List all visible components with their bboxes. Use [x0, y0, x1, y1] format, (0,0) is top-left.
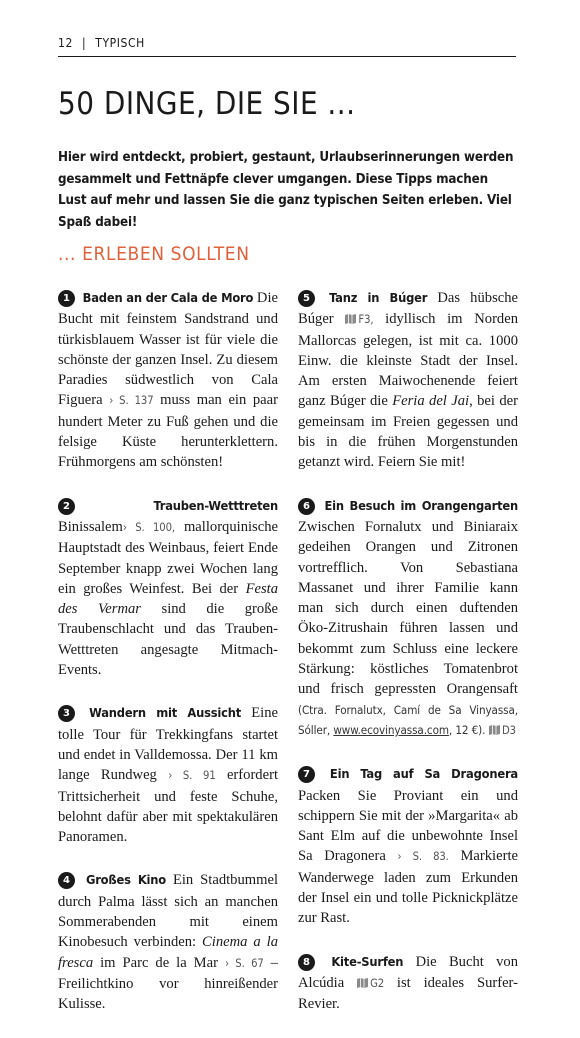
item-text: mallorquinische Hauptstadt des Weinbaus, feiert Ende September knapp zwei Wochen lang ein großes Weinfest. Bei der: [58, 518, 278, 597]
website-link[interactable]: www.ecovinyassa.com: [333, 722, 449, 737]
list-item: [298, 952, 518, 1015]
item-emphasis: Cinema a la fresca: [58, 934, 278, 971]
number-circle-icon: 7: [298, 766, 315, 783]
item-heading: Baden an der Cala de Moro: [82, 291, 254, 306]
item-text: Markierte Wanderwege laden zum Erkunden der Insel ein und tolle Picknickplätze zur Rast.: [298, 848, 518, 927]
item-text: – Freilichtkino vor hinreißender Kulisse.: [58, 954, 278, 1013]
item-heading: Tanz in Búger: [329, 291, 428, 306]
right-column: [298, 288, 518, 1038]
item-text: , bei der gemeinsam im Freien gegessen und bis in die frühen Morgenstunden getanzt wird. Feiern Sie mit!: [298, 393, 518, 471]
item-text: Zwischen Fornalutx und Biniaraix gedeihen Orangen und Zitronen vortrefflich. Von Sebastiana Massanet und ihrer Familie kann man sich durch einen duftenden Öko-Zitrushain führen lassen und bekommt zum Schluss eine leckere Stärkung: köstliches Tomatenbrot und frisch gepressten Orangensaft: [298, 518, 518, 698]
page-ref-link[interactable]: › S. 67: [224, 956, 264, 970]
list-item: [298, 288, 518, 473]
item-heading: Trauben-Wetttreten: [153, 498, 278, 514]
map-ref-link[interactable]: D3: [502, 723, 516, 737]
item-heading: Wandern mit Aussicht: [89, 706, 242, 722]
page-ref-link[interactable]: › S. 100,: [122, 520, 175, 534]
list-item: [298, 764, 518, 928]
item-text: idyllisch im Norden Mallorcas gelegen, ist mit ca. 1000 Einw. die kleinste Stadt der Insel. Am ersten Maiwochenende feiert ganz Búger die: [298, 311, 518, 410]
item-heading: Ein Besuch im Orangengarten: [324, 498, 518, 514]
left-column: [58, 288, 278, 1038]
number-circle-icon: 6: [298, 498, 315, 515]
list-item: [298, 496, 518, 742]
map-ref-link[interactable]: F3,: [358, 313, 374, 327]
item-text: ist ideales Surfer-Revier.: [298, 974, 518, 1013]
item-emphasis: Festa des Vermar: [58, 580, 278, 618]
number-circle-icon: 8: [298, 954, 315, 971]
list-item: [58, 870, 278, 1014]
item-info: (Ctra. Fornalutx, Camí de Sa Vinyassa, Sóller,: [298, 702, 518, 737]
map-ref-link[interactable]: G2: [370, 976, 385, 990]
number-circle-icon: 1: [58, 290, 75, 307]
page-ref-link[interactable]: › S. 83.: [397, 850, 449, 864]
page-number: 12: [58, 36, 73, 50]
list-item: [58, 496, 278, 681]
item-text: sind die große Traubenschlacht und das Trauben-Wetttreten angesagte Mitmach-Events.: [58, 601, 278, 679]
list-item: [58, 288, 278, 473]
item-info: , 12 €).: [448, 722, 486, 737]
page-ref-link[interactable]: › S. 137: [109, 394, 154, 408]
number-circle-icon: 2: [58, 498, 75, 515]
number-circle-icon: 5: [298, 290, 315, 307]
chapter-name: TYPISCH: [95, 36, 145, 50]
map-icon: [345, 314, 356, 324]
number-circle-icon: 3: [58, 705, 75, 722]
item-text: Die Bucht von Alcúdia: [298, 953, 518, 991]
item-text: Packen Sie Proviant ein und schippern Sie mit der »Margarita« ab Sant Elm auf die unbewohnte Insel Sa Dragonera: [298, 787, 518, 865]
header-separator: |: [81, 36, 87, 50]
running-header: [58, 36, 516, 50]
item-text: Die Bucht mit feinstem Sandstrand und türkisblauem Wasser ist für viele die schönste der ganzen Insel. Zu diesem Paradies südwestlich von Cala Figuera: [58, 290, 278, 409]
section-heading: ... ERLEBEN SOLLTEN: [58, 243, 250, 265]
page-ref-link[interactable]: › S. 91: [168, 769, 216, 783]
item-text: muss man ein paar hundert Meter zu Fuß gehen und die felsige Küste herunterklettern. Frühmorgens am schönsten!: [58, 392, 278, 471]
number-circle-icon: 4: [58, 872, 75, 889]
list-item: [58, 703, 278, 847]
item-text: Ein Stadtbummel durch Palma lässt sich an manchen Sommerabenden mit einem Kinobesuch verbinden:: [58, 872, 278, 951]
item-heading: Kite-Surfen: [331, 954, 404, 970]
item-heading: Großes Kino: [85, 873, 167, 889]
page-title: 50 DINGE, DIE SIE ...: [58, 86, 356, 122]
item-text: Eine tolle Tour für Trekkingfans startet und endet in Valldemossa. Der 11 km lange Rundweg: [58, 705, 278, 784]
item-text: im Parc de la Mar: [93, 954, 225, 971]
header-rule: [58, 56, 516, 57]
map-icon: [489, 725, 500, 735]
item-text: erfordert Trittsicherheit und feste Schuhe, belohnt dafür aber mit spektakulären Panoramen.: [58, 767, 279, 846]
item-emphasis: Feria del Jai: [392, 393, 470, 410]
item-text: Das hübsche Búger: [298, 290, 519, 328]
item-heading: Ein Tag auf Sa Dragonera: [329, 767, 518, 783]
intro-paragraph: Hier wird entdeckt, probiert, gestaunt, Urlaubserinnerungen werden gesammelt und Fettnäpfe clever umgangen. Diese Tipps machen Lust auf mehr und lassen Sie die ganz typischen Seiten erleben. Viel Spaß dabei!: [58, 150, 514, 230]
map-icon: [357, 978, 368, 988]
item-text: Binissalem: [58, 518, 123, 535]
